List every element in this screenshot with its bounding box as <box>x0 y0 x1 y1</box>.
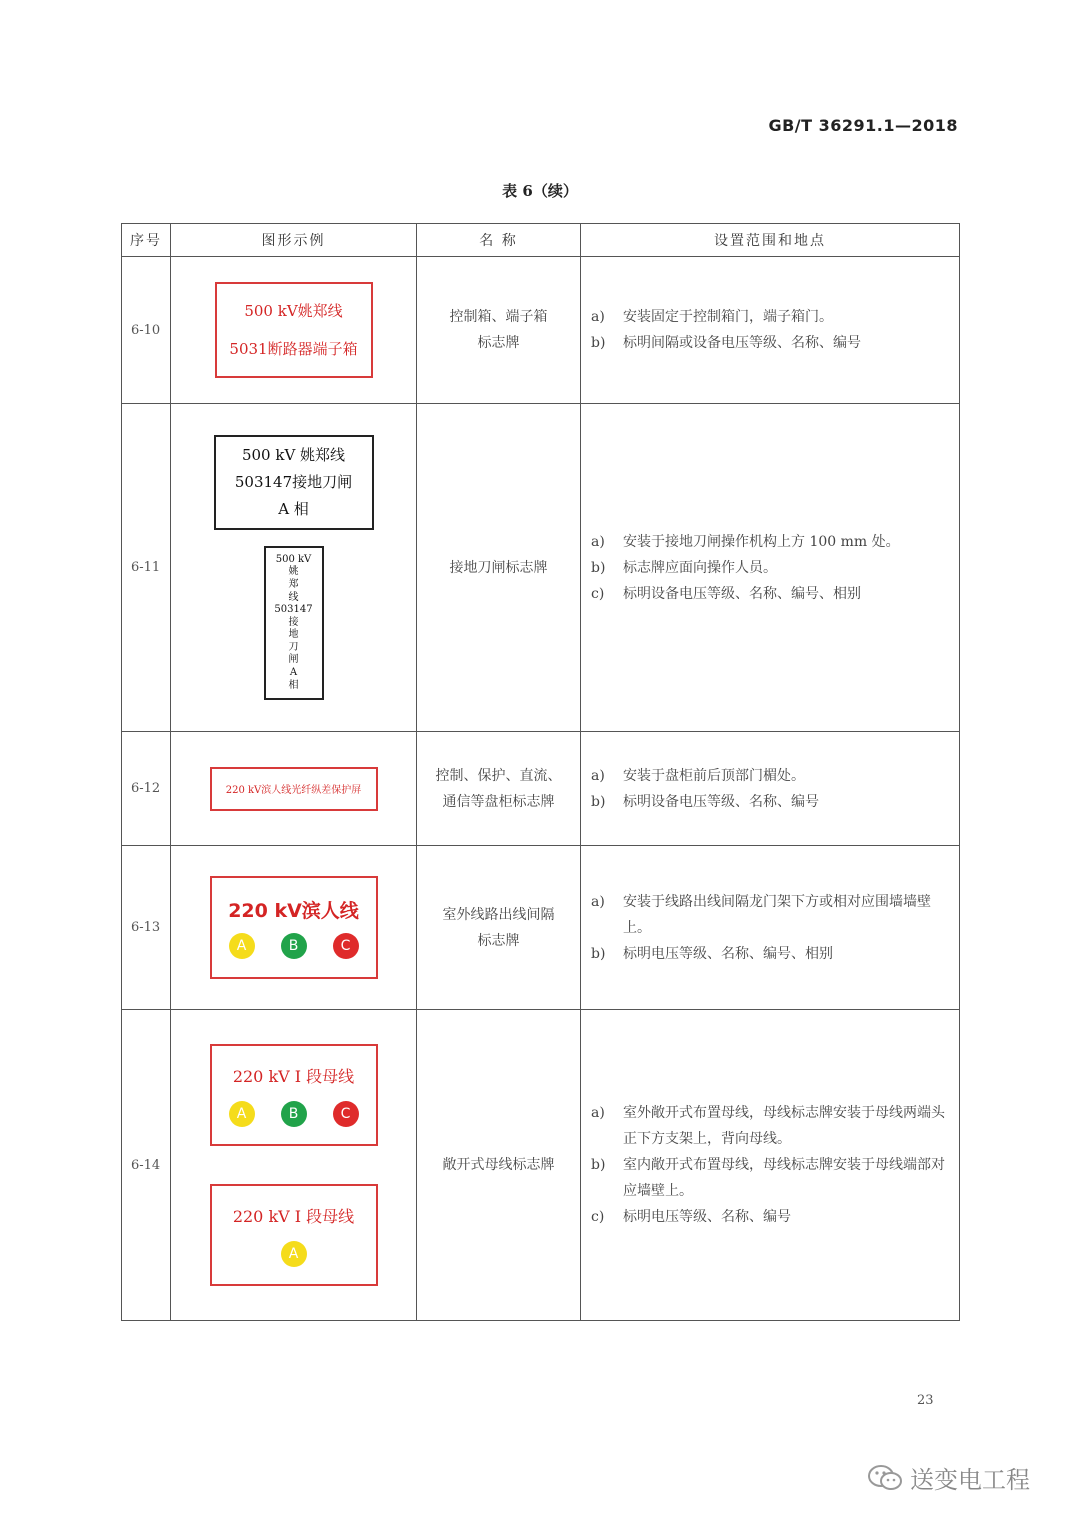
item-mark: a) <box>591 533 605 550</box>
sign-line: 503147接地刀闸 <box>234 473 353 491</box>
phase-a-dot: A <box>229 933 255 959</box>
item-text: 标明电压等级、名称、编号、相别 <box>623 945 833 962</box>
item-mark: b) <box>591 793 606 810</box>
header-no: 序号 <box>122 224 171 257</box>
sign-line: 闸 <box>288 654 299 666</box>
sign-line: 姚 <box>288 566 299 578</box>
item-mark: b) <box>591 1157 606 1173</box>
name-line: 标志牌 <box>477 932 520 949</box>
figure-cell <box>171 846 417 1010</box>
name-line: 敞开式母线标志牌 <box>442 1157 555 1173</box>
item-mark: a) <box>591 893 605 910</box>
sign-line: 5031断路器端子箱 <box>229 340 358 358</box>
sign-line: 220 kV滨人线光纤纵差保护屏 <box>225 785 362 796</box>
list-item <box>591 330 951 356</box>
sign-title: 220 kV Ⅰ 段母线 <box>232 1066 355 1086</box>
row-number: 6-10 <box>122 257 171 404</box>
name-cell <box>417 257 581 404</box>
list-item <box>591 1100 951 1152</box>
signs-table <box>121 223 960 1321</box>
item-text: 安装于接地刀闸操作机构上方 100 mm 处。 <box>623 533 900 550</box>
sign-line: 503147 <box>274 604 313 616</box>
phase-c-dot: C <box>333 1101 359 1127</box>
figure-cell <box>171 404 417 732</box>
list-item <box>591 1152 951 1204</box>
item-text: 安装固定于控制箱门，端子箱门。 <box>623 309 833 325</box>
watermark-text: 送变电工程 <box>910 1466 1030 1494</box>
item-mark: b) <box>591 945 606 962</box>
sign-line: A 相 <box>278 500 309 518</box>
name-line: 控制箱、端子箱 <box>449 309 548 325</box>
sign-line: 相 <box>288 679 299 691</box>
item-mark: b) <box>591 335 606 351</box>
item-text: 标明设备电压等级、名称、编号 <box>623 793 819 810</box>
name-cell <box>417 404 581 732</box>
phase-b-dot: B <box>281 933 307 959</box>
standard-code: GB/T 36291.1—2018 <box>768 116 958 135</box>
location-cell <box>581 257 960 404</box>
name-line: 接地刀闸标志牌 <box>449 559 548 576</box>
sign-line: 地 <box>288 629 299 641</box>
table-row <box>122 257 960 404</box>
sign-line: 刀 <box>288 641 299 653</box>
item-text: 标明设备电压等级、名称、编号、相别 <box>623 585 861 602</box>
table-row <box>122 846 960 1010</box>
list-item <box>591 941 951 967</box>
list-item <box>591 763 951 789</box>
item-mark: c) <box>591 1209 605 1225</box>
list-item <box>591 789 951 815</box>
header-name: 名 称 <box>417 224 581 257</box>
list-item <box>591 581 951 607</box>
item-text: 安装于线路出线间隔龙门架下方或相对应围墙墙壁上。 <box>623 893 931 936</box>
header-figure: 图形示例 <box>171 224 417 257</box>
name-line: 通信等盘柜标志牌 <box>442 793 555 810</box>
item-text: 标明电压等级、名称、编号 <box>623 1209 791 1225</box>
watermark <box>866 1460 1030 1495</box>
location-cell <box>581 846 960 1010</box>
item-mark: a) <box>591 1105 605 1121</box>
item-text: 安装于盘柜前后顶部门楣处。 <box>623 767 805 784</box>
phase-a-dot: A <box>281 1241 307 1267</box>
figure-cell <box>171 732 417 846</box>
list-item <box>591 555 951 581</box>
item-text: 标志牌应面向操作人员。 <box>623 559 777 576</box>
sign-line: A <box>289 667 298 679</box>
name-line: 标志牌 <box>477 335 520 351</box>
row-number: 6-12 <box>122 732 171 846</box>
item-text: 标明间隔或设备电压等级、名称、编号 <box>623 335 861 351</box>
name-cell <box>417 1010 581 1321</box>
item-text: 室内敞开式布置母线，母线标志牌安装于母线端部对应墙壁上。 <box>623 1157 945 1199</box>
terminal-box-sign <box>215 282 373 378</box>
sign-title: 220 kV Ⅰ 段母线 <box>232 1206 355 1226</box>
row-number: 6-14 <box>122 1010 171 1321</box>
location-cell <box>581 404 960 732</box>
phase-a-dot: A <box>229 1101 255 1127</box>
list-item <box>591 1204 951 1230</box>
sign-line: 线 <box>288 591 299 603</box>
grounding-switch-sign-vertical <box>264 546 324 700</box>
figure-cell <box>171 1010 417 1321</box>
phase-c-dot: C <box>333 933 359 959</box>
table-header-row <box>122 224 960 257</box>
list-item <box>591 304 951 330</box>
name-cell <box>417 732 581 846</box>
grounding-switch-sign-horizontal <box>214 435 374 530</box>
page-number: 23 <box>917 1393 934 1408</box>
busbar-sign-three-phase <box>210 1044 378 1146</box>
table-row <box>122 732 960 846</box>
phase-dots <box>229 1101 359 1127</box>
wechat-icon <box>866 1463 904 1493</box>
location-cell <box>581 732 960 846</box>
phase-dots <box>281 1241 307 1267</box>
sign-line: 接 <box>288 616 299 628</box>
line-bay-sign <box>210 876 378 979</box>
sign-line: 郑 <box>288 578 299 590</box>
phase-dots <box>229 933 359 959</box>
figure-cell <box>171 257 417 404</box>
item-text: 室外敞开式布置母线，母线标志牌安装于母线两端头正下方支架上，背向母线。 <box>623 1105 945 1147</box>
list-item <box>591 529 951 555</box>
item-mark: a) <box>591 767 605 784</box>
location-cell <box>581 1010 960 1321</box>
table-row <box>122 1010 960 1321</box>
item-mark: a) <box>591 309 605 325</box>
sign-title: 220 kV滨人线 <box>228 900 359 922</box>
sign-line: 500 kV <box>275 553 312 565</box>
name-cell <box>417 846 581 1010</box>
sign-line: 500 kV姚郑线 <box>244 302 343 320</box>
sign-line: 500 kV 姚郑线 <box>241 446 346 464</box>
table-title: 表 6（续） <box>502 182 578 200</box>
item-mark: b) <box>591 559 606 576</box>
phase-b-dot: B <box>281 1101 307 1127</box>
row-number: 6-13 <box>122 846 171 1010</box>
list-item <box>591 889 951 941</box>
name-line: 控制、保护、直流、 <box>435 767 562 784</box>
busbar-sign-single-phase <box>210 1184 378 1286</box>
name-line: 室外线路出线间隔 <box>442 906 555 923</box>
row-number: 6-11 <box>122 404 171 732</box>
table-row <box>122 404 960 732</box>
cabinet-sign <box>210 767 378 811</box>
header-location: 设置范围和地点 <box>581 224 960 257</box>
item-mark: c) <box>591 585 605 602</box>
